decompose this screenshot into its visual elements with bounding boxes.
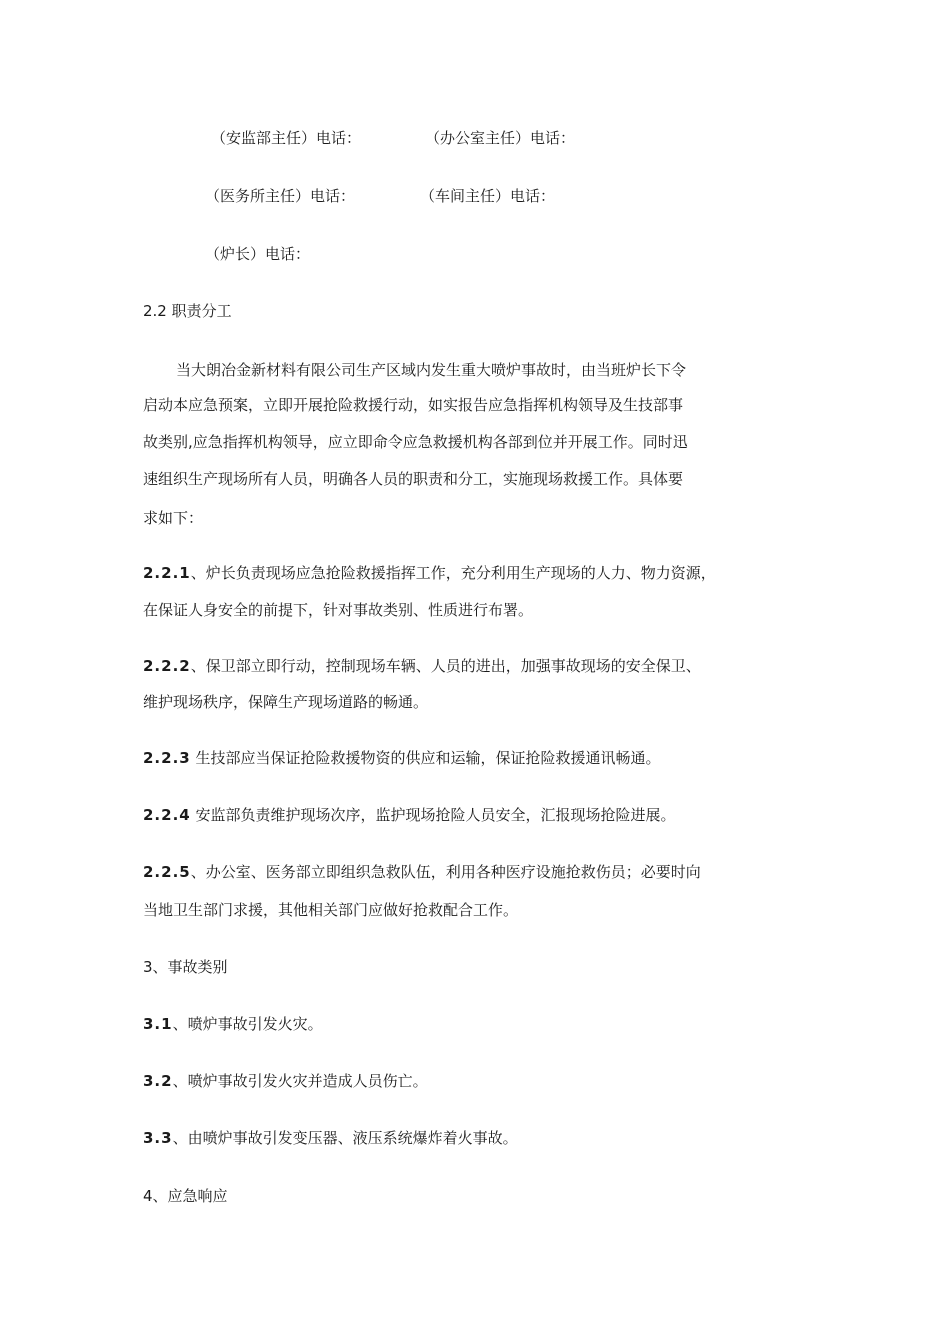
item-text: 安监部负责维护现场次序，监护现场抢险人员安全，汇报现场抢险进展。 [190, 806, 676, 824]
accident-type-3-2 [143, 1071, 428, 1091]
contact-clinic-director: （医务所主任）电话： [205, 187, 356, 205]
contact-workshop-director: （车间主任）电话： [420, 187, 556, 205]
contact-office-director: （办公室主任）电话： [425, 129, 576, 147]
item-number: 2.2.4 [143, 806, 191, 824]
section-heading-4: 4、应急响应 [143, 1187, 228, 1205]
intro-line: 速组织生产现场所有人员，明确各人员的职责和分工，实施现场救援工作。具体要 [143, 470, 684, 488]
section-heading-3: 3、事故类别 [143, 958, 228, 976]
item-text: 、炉长负责现场应急抢险救援指挥工作，充分利用生产现场的人力、物力资源， [190, 564, 716, 582]
duty-item-2-2-4 [143, 805, 676, 825]
item-text: 、喷炉事故引发火灾。 [172, 1015, 323, 1033]
item-number: 2.2.3 [143, 749, 191, 767]
duty-item-2-2-3 [143, 748, 661, 768]
accident-type-3-1 [143, 1014, 323, 1034]
item-text: 、由喷炉事故引发变压器、液压系统爆炸着火事故。 [172, 1129, 518, 1147]
item-number: 2.2.2 [143, 657, 191, 675]
intro-line: 启动本应急预案，立即开展抢险救援行动，如实报告应急指挥机构领导及生技部事 [143, 396, 684, 414]
item-text: 生技部应当保证抢险救援物资的供应和运输，保证抢险救援通讯畅通。 [190, 749, 661, 767]
item-number: 3.1 [143, 1015, 173, 1033]
section-heading-2-2: 2.2 职责分工 [143, 302, 232, 320]
duty-item-2-2-5 [143, 862, 701, 882]
item-number: 2.2.5 [143, 863, 191, 881]
duty-item-continuation: 当地卫生部门求援，其他相关部门应做好抢救配合工作。 [143, 901, 519, 919]
accident-type-3-3 [143, 1128, 518, 1148]
item-number: 3.3 [143, 1129, 173, 1147]
duty-item-continuation: 在保证人身安全的前提下，针对事故类别、性质进行布署。 [143, 601, 534, 619]
duty-item-2-2-1 [143, 563, 716, 583]
intro-line: 当大朗冶金新材料有限公司生产区域内发生重大喷炉事故时，由当班炉长下令 [176, 361, 687, 379]
item-number: 2.2.1 [143, 564, 191, 582]
item-text: 、保卫部立即行动，控制现场车辆、人员的进出，加强事故现场的安全保卫、 [190, 657, 701, 675]
contact-safety-director: （安监部主任）电话： [211, 129, 362, 147]
intro-line: 故类别,应急指挥机构领导，应立即命令应急救援机构各部到位并开展工作。同时迅 [143, 433, 688, 451]
intro-line: 求如下： [143, 509, 204, 527]
item-text: 、办公室、医务部立即组织急救队伍，利用各种医疗设施抢救伤员；必要时向 [190, 863, 701, 881]
contact-furnace-chief: （炉长）电话： [205, 245, 311, 263]
duty-item-2-2-2 [143, 656, 701, 676]
item-number: 3.2 [143, 1072, 173, 1090]
duty-item-continuation: 维护现场秩序，保障生产现场道路的畅通。 [143, 693, 429, 711]
item-text: 、喷炉事故引发火灾并造成人员伤亡。 [172, 1072, 428, 1090]
